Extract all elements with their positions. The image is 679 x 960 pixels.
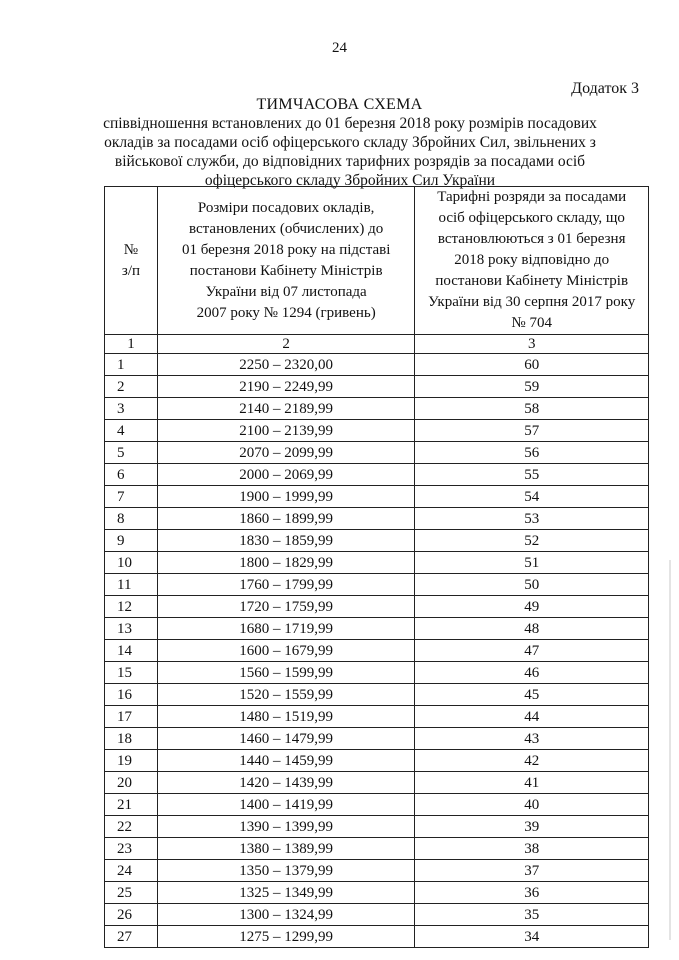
table-row: [105, 530, 649, 552]
salary-scheme-table: [104, 186, 649, 948]
row-number: 3: [105, 398, 158, 420]
table-row: [105, 508, 649, 530]
header-line: 2018 року відповідно до: [454, 252, 610, 268]
row-number: 5: [105, 442, 158, 464]
row-number: 2: [105, 376, 158, 398]
table-row: [105, 574, 649, 596]
row-number: 7: [105, 486, 158, 508]
salary-range-cell: 1900 – 1999,99: [157, 486, 414, 508]
salary-range-cell: 1520 – 1559,99: [157, 684, 414, 706]
salary-range-cell: 1760 – 1799,99: [157, 574, 414, 596]
header-line: Тарифні розряди за посадами: [437, 189, 627, 205]
header-line: встановлених (обчислених) до: [189, 220, 384, 237]
table-row: [105, 772, 649, 794]
row-number: 21: [105, 794, 158, 816]
header-row: [105, 187, 649, 335]
row-number: 1: [105, 354, 158, 376]
table-row: [105, 926, 649, 948]
row-number: 19: [105, 750, 158, 772]
table-row: [105, 794, 649, 816]
table-row: [105, 640, 649, 662]
row-number: 27: [105, 926, 158, 948]
header-line: 2007 року № 1294 (гривень): [196, 304, 376, 321]
header-line: України від 07 листопада: [205, 283, 367, 300]
table-row: [105, 354, 649, 376]
tariff-grade-cell: 39: [415, 816, 649, 838]
salary-range-cell: 2190 – 2249,99: [157, 376, 414, 398]
row-number: 13: [105, 618, 158, 640]
table-row: [105, 838, 649, 860]
row-number: 4: [105, 420, 158, 442]
row-number: 16: [105, 684, 158, 706]
table-row: [105, 552, 649, 574]
header-line: з/п: [121, 262, 141, 279]
table-row: [105, 376, 649, 398]
appendix-label: Додаток 3: [571, 80, 639, 97]
tariff-grade-cell: 45: [415, 684, 649, 706]
document-subtitle: [90, 114, 610, 190]
salary-range-cell: 1300 – 1324,99: [157, 904, 414, 926]
row-number: 14: [105, 640, 158, 662]
page-edge-shadow: [669, 560, 671, 940]
header-tariff-grade: [415, 187, 649, 335]
column-number: 3: [415, 335, 649, 354]
table-row: [105, 464, 649, 486]
salary-range-cell: 1380 – 1389,99: [157, 838, 414, 860]
header-line: Розміри посадових окладів,: [197, 199, 375, 216]
tariff-grade-cell: 41: [415, 772, 649, 794]
salary-range-cell: 1420 – 1439,99: [157, 772, 414, 794]
tariff-grade-cell: 55: [415, 464, 649, 486]
tariff-grade-cell: 58: [415, 398, 649, 420]
tariff-grade-cell: 49: [415, 596, 649, 618]
header-line: осіб офіцерського складу, що: [438, 210, 625, 226]
tariff-grade-cell: 56: [415, 442, 649, 464]
table-row: [105, 486, 649, 508]
table-row: [105, 684, 649, 706]
salary-range-cell: 2070 – 2099,99: [157, 442, 414, 464]
subtitle-line: співвідношення встановлених до 01 березня 2018 року розмірів посадових: [103, 115, 597, 132]
header-line: № 704: [511, 315, 552, 331]
row-number: 10: [105, 552, 158, 574]
page-number: 24: [332, 40, 347, 56]
subtitle-line: військової служби, до відповідних тарифних розрядів за посадами осіб: [114, 153, 586, 170]
row-number: 12: [105, 596, 158, 618]
tariff-grade-cell: 35: [415, 904, 649, 926]
salary-range-cell: 1390 – 1399,99: [157, 816, 414, 838]
table-row: [105, 860, 649, 882]
table-row: [105, 618, 649, 640]
tariff-grade-cell: 34: [415, 926, 649, 948]
table-row: [105, 442, 649, 464]
tariff-grade-cell: 59: [415, 376, 649, 398]
tariff-grade-cell: 54: [415, 486, 649, 508]
header-line: постанови Кабінету Міністрів: [435, 273, 629, 289]
row-number: 22: [105, 816, 158, 838]
column-number: 2: [157, 335, 414, 354]
row-number: 23: [105, 838, 158, 860]
column-number: 1: [105, 335, 158, 354]
table-row: [105, 596, 649, 618]
salary-range-cell: 1350 – 1379,99: [157, 860, 414, 882]
salary-range-cell: 1860 – 1899,99: [157, 508, 414, 530]
table-row: [105, 706, 649, 728]
salary-range-cell: 1800 – 1829,99: [157, 552, 414, 574]
row-number: 20: [105, 772, 158, 794]
header-line: України від 30 серпня 2017 року: [428, 294, 636, 310]
header-salary-range: [157, 187, 414, 335]
tariff-grade-cell: 42: [415, 750, 649, 772]
document-title: ТИМЧАСОВА СХЕМА: [256, 96, 423, 113]
salary-range-cell: 1680 – 1719,99: [157, 618, 414, 640]
header-number: [105, 187, 158, 335]
table-row: [105, 816, 649, 838]
salary-range-cell: 1720 – 1759,99: [157, 596, 414, 618]
tariff-grade-cell: 48: [415, 618, 649, 640]
salary-range-cell: 1440 – 1459,99: [157, 750, 414, 772]
tariff-grade-cell: 36: [415, 882, 649, 904]
table-row: [105, 728, 649, 750]
salary-range-cell: 1600 – 1679,99: [157, 640, 414, 662]
tariff-grade-cell: 43: [415, 728, 649, 750]
header-line: №: [123, 241, 139, 258]
salary-range-cell: 2000 – 2069,99: [157, 464, 414, 486]
header-line: постанови Кабінету Міністрів: [189, 262, 383, 279]
row-number: 18: [105, 728, 158, 750]
salary-range-cell: 1830 – 1859,99: [157, 530, 414, 552]
salary-range-cell: 1480 – 1519,99: [157, 706, 414, 728]
table-row: [105, 750, 649, 772]
tariff-grade-cell: 37: [415, 860, 649, 882]
row-number: 8: [105, 508, 158, 530]
row-number: 15: [105, 662, 158, 684]
tariff-grade-cell: 57: [415, 420, 649, 442]
table-row: [105, 398, 649, 420]
salary-range-cell: 2140 – 2189,99: [157, 398, 414, 420]
header-line: 01 березня 2018 року на підставі: [181, 241, 391, 258]
salary-range-cell: 1325 – 1349,99: [157, 882, 414, 904]
table-row: [105, 904, 649, 926]
header-line: встановлюються з 01 березня: [437, 231, 626, 247]
tariff-grade-cell: 52: [415, 530, 649, 552]
tariff-grade-cell: 38: [415, 838, 649, 860]
row-number: 9: [105, 530, 158, 552]
salary-range-cell: 1460 – 1479,99: [157, 728, 414, 750]
table-row: [105, 882, 649, 904]
salary-range-cell: 2250 – 2320,00: [157, 354, 414, 376]
subtitle-line: окладів за посадами осіб офіцерського складу Збройних Сил, звільнених з: [104, 134, 596, 151]
row-number: 26: [105, 904, 158, 926]
row-number: 24: [105, 860, 158, 882]
salary-range-cell: 1560 – 1599,99: [157, 662, 414, 684]
row-number: 6: [105, 464, 158, 486]
row-number: 11: [105, 574, 158, 596]
row-number: 17: [105, 706, 158, 728]
tariff-grade-cell: 50: [415, 574, 649, 596]
tariff-grade-cell: 40: [415, 794, 649, 816]
salary-range-cell: 2100 – 2139,99: [157, 420, 414, 442]
tariff-grade-cell: 53: [415, 508, 649, 530]
subtitle-line: офіцерського складу Збройних Сил України: [204, 172, 496, 189]
tariff-grade-cell: 47: [415, 640, 649, 662]
tariff-grade-cell: 44: [415, 706, 649, 728]
tariff-grade-cell: 51: [415, 552, 649, 574]
tariff-grade-cell: 46: [415, 662, 649, 684]
salary-range-cell: 1275 – 1299,99: [157, 926, 414, 948]
row-number: 25: [105, 882, 158, 904]
table-row: [105, 662, 649, 684]
salary-range-cell: 1400 – 1419,99: [157, 794, 414, 816]
column-number-row: [105, 335, 649, 354]
table-row: [105, 420, 649, 442]
tariff-grade-cell: 60: [415, 354, 649, 376]
